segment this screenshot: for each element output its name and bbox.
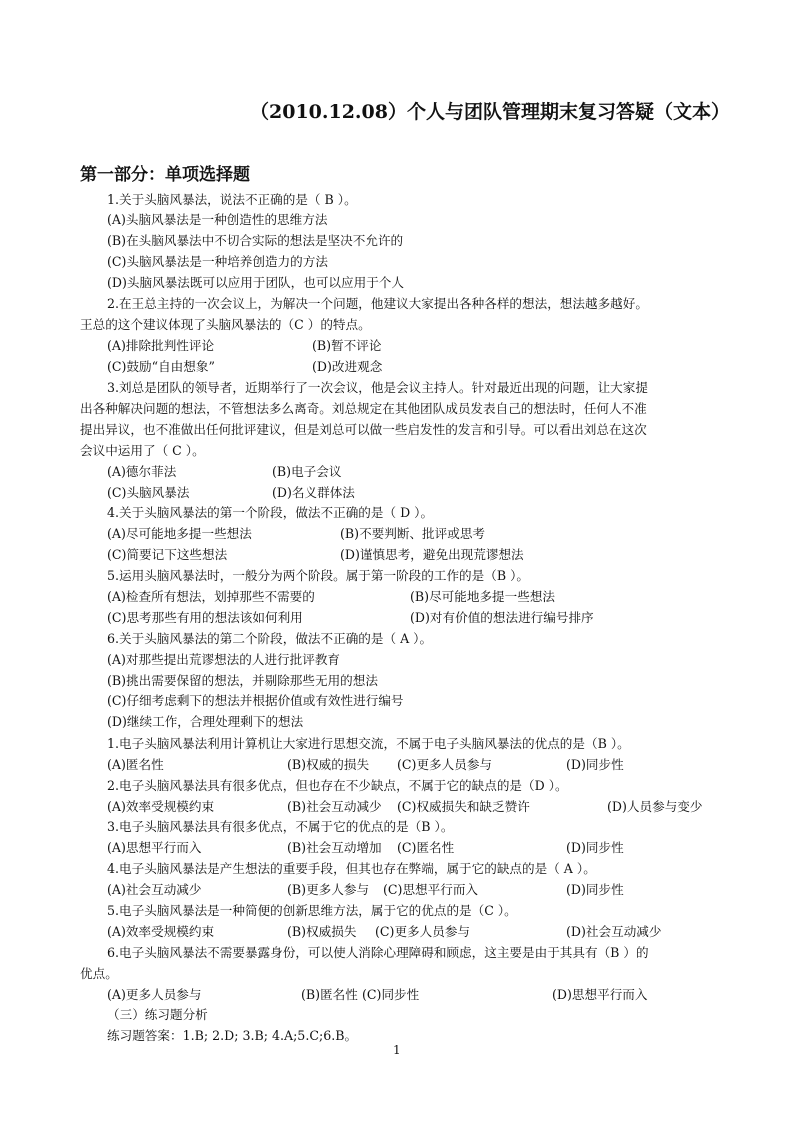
answer-option: (B)社会互动减少 xyxy=(287,799,382,814)
answer-option: (C)同步性 xyxy=(362,987,420,1002)
answer-key: 练习题答案：1.B; 2.D; 3.B; 4.A;5.C;6.B。 xyxy=(107,1028,358,1043)
answer-option: (D)社会互动减少 xyxy=(566,924,662,939)
question-text: 5.电子头脑风暴法是一种简便的创新思维方法，属于它的优点的是（C ）。 xyxy=(107,903,517,918)
answer-option: (B)尽可能地多提一些想法 xyxy=(410,589,556,604)
question-text: 2.在王总主持的一次会议上，为解决一个问题，他建议大家提出各种各样的想法，想法越多越好。 xyxy=(107,296,648,311)
answer-option: (B)挑出需要保留的想法，并剔除那些无用的想法 xyxy=(107,673,378,688)
question-text: 2.电子头脑风暴法具有很多优点，但也存在不少缺点，不属于它的缺点的是（D ）。 xyxy=(107,778,568,793)
answer-option: (C)思想平行而入 xyxy=(383,882,479,897)
answer-option: (A)社会互动减少 xyxy=(107,882,202,897)
answer-option: (C)更多人员参与 xyxy=(397,757,493,772)
answer-option: (D)头脑风暴法既可以应用于团队，也可以应用于个人 xyxy=(107,275,404,290)
answer-option: (B)权威的损失 xyxy=(287,757,370,772)
answer-option: (A)匿名性 xyxy=(107,757,164,772)
answer-option: (A)检查所有想法，划掉那些不需要的 xyxy=(107,589,315,604)
question-text: 王总的这个建议体现了头脑风暴法的（C ）的特点。 xyxy=(80,317,371,332)
answer-option: (A)德尔菲法 xyxy=(107,464,177,479)
answer-option: (C)思考那些有用的想法该如何利用 xyxy=(107,610,303,625)
answer-option: (C)简要记下这些想法 xyxy=(107,547,228,562)
answer-option: (B)更多人参与 xyxy=(287,882,370,897)
question-text: 优点。 xyxy=(80,966,118,981)
question-text: 5.运用头脑风暴法时，一般分为两个阶段。属于第一阶段的工作的是（B ）。 xyxy=(107,568,529,583)
answer-option: (D)同步性 xyxy=(566,882,624,897)
section-heading: 第一部分：单项选择题 xyxy=(80,165,250,185)
question-text: 1.关于头脑风暴法，说法不正确的是（ B ）。 xyxy=(107,192,357,207)
answer-option: (A)对那些提出荒谬想法的人进行批评教育 xyxy=(107,652,341,667)
question-text: 会议中运用了（ C ）。 xyxy=(80,443,205,458)
answer-option: (A)更多人员参与 xyxy=(107,987,202,1002)
question-text: 3.电子头脑风暴法具有很多优点，不属于它的优点的是（B ）。 xyxy=(107,819,454,834)
answer-option: (C)鼓励“自由想象” xyxy=(107,359,215,374)
answer-option: (B)电子会议 xyxy=(272,464,342,479)
answer-option: (B)暂不评论 xyxy=(312,338,382,353)
answer-option: (B)社会互动增加 xyxy=(287,840,382,855)
answer-option: (C)头脑风暴法是一种培养创造力的方法 xyxy=(107,254,328,269)
answer-option: (A)思想平行而入 xyxy=(107,840,202,855)
page-number: 1 xyxy=(393,1043,401,1057)
answer-option: (D)名义群体法 xyxy=(272,485,355,500)
answer-option: (A)效率受规模约束 xyxy=(107,924,215,939)
answer-option: (C)匿名性 xyxy=(397,840,455,855)
answer-option: (B)权威损失 xyxy=(287,924,357,939)
answer-option: (C)更多人员参与 xyxy=(375,924,471,939)
answer-option: (B)不要判断、批评或思考 xyxy=(340,526,486,541)
question-text: 3.刘总是团队的领导者，近期举行了一次会议，他是会议主持人。针对最近出现的问题，让大家提 xyxy=(107,380,648,395)
question-text: 出各种解决问题的想法，不管想法多么离奇。刘总规定在其他团队成员发表自己的想法时，任何人不准 xyxy=(80,401,647,416)
question-text: 4.关于头脑风暴法的第一个阶段，做法不正确的是（ D ）。 xyxy=(107,505,434,520)
answer-option: (A)排除批判性评论 xyxy=(107,338,215,353)
answer-option: (D)继续工作，合理处理剩下的想法 xyxy=(107,714,304,729)
answer-option: (C)头脑风暴法 xyxy=(107,485,190,500)
answer-option: (D)人员参与变少 xyxy=(607,799,703,814)
answer-option: (D)改进观念 xyxy=(312,359,383,374)
answer-option: (D)同步性 xyxy=(566,757,624,772)
answer-option: (D)对有价值的想法进行编号排序 xyxy=(410,610,594,625)
subsection-heading: （三）练习题分析 xyxy=(107,1007,208,1022)
answer-option: (B)匿名性 xyxy=(301,987,358,1002)
question-text: 提出异议，也不准做出任何批评建议，但是刘总可以做一些启发性的发言和引导。可以看出刘总在这次 xyxy=(80,422,647,437)
answer-option: (C)权威损失和缺乏赞许 xyxy=(397,799,530,814)
question-text: 6.电子头脑风暴法不需要暴露身份，可以使人消除心理障碍和顾虑，这主要是由于其具有（B ）的 xyxy=(107,945,649,960)
answer-option: (D)思想平行而入 xyxy=(552,987,648,1002)
answer-option: (B)在头脑风暴法中不切合实际的想法是坚决不允许的 xyxy=(107,233,404,248)
answer-option: (A)头脑风暴法是一种创造性的思维方法 xyxy=(107,212,328,227)
answer-option: (D)同步性 xyxy=(566,840,624,855)
answer-option: (A)尽可能地多提一些想法 xyxy=(107,526,252,541)
document-title: （2010.12.08）个人与团队管理期末复习答疑（文本） xyxy=(250,101,730,123)
answer-option: (D)谨慎思考，避免出现荒谬想法 xyxy=(340,547,524,562)
answer-option: (C)仔细考虑剩下的想法并根据价值或有效性进行编号 xyxy=(107,693,404,708)
question-text: 4.电子头脑风暴法是产生想法的重要手段，但其也存在弊端，属于它的缺点的是（ A ）。 xyxy=(107,861,596,876)
question-text: 6.关于头脑风暴法的第二个阶段，做法不正确的是（ A ）。 xyxy=(107,631,433,646)
answer-option: (A)效率受规模约束 xyxy=(107,799,215,814)
question-text: 1.电子头脑风暴法利用计算机让大家进行思想交流，不属于电子头脑风暴法的优点的是（B ）。 xyxy=(107,736,630,751)
